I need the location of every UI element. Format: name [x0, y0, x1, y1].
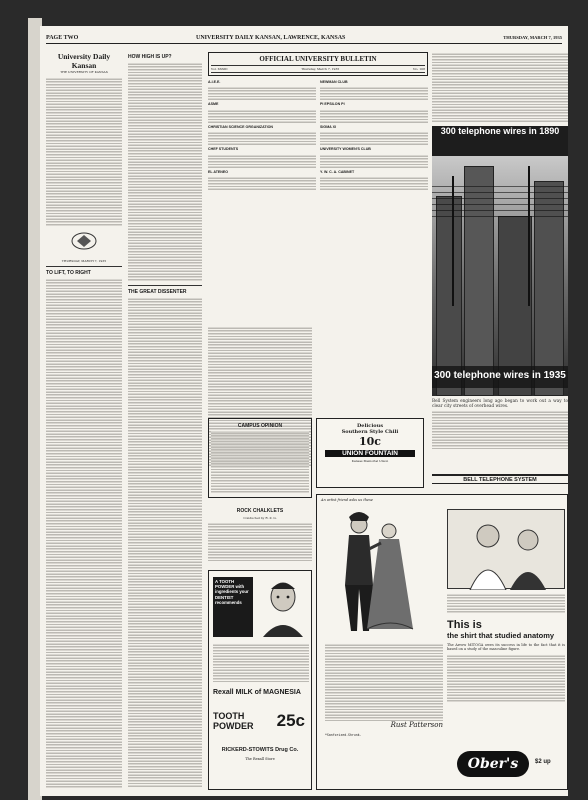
rock-chalklets — [208, 506, 312, 566]
typed-letter — [325, 643, 443, 743]
phone-ad-caption: Bell System engineers long ago began to work out a way to clear city streets of overhead wires. — [432, 398, 568, 408]
tooth-powder-ad — [208, 570, 312, 790]
masthead-title: University Daily Kansan — [57, 52, 111, 70]
newspaper-page — [40, 26, 568, 796]
fountain-line1: Delicious — [356, 423, 384, 429]
page-number: PAGE TWO — [46, 35, 79, 41]
bulletin-notice-heading: NEWMAN CLUB — [320, 80, 348, 84]
bulletin-notice-heading: EL ATENEO — [208, 169, 229, 174]
seal-icon — [46, 231, 122, 255]
arrow-shirt-ad — [316, 494, 568, 790]
obers-price: $2 up — [535, 759, 551, 765]
notices-column-2 — [320, 78, 428, 190]
phone-ad-copy — [432, 398, 568, 470]
bulletin-notice-heading: A.I.E.E. — [208, 80, 221, 84]
bulletin-notice-text — [320, 109, 428, 123]
tooth-store: RICKERD-STOWITS Drug Co. — [221, 747, 299, 753]
bulletin-volume: Vol. XXXIII — [211, 67, 228, 71]
page-header — [46, 32, 562, 44]
bell-telephone-ad — [432, 126, 568, 396]
tooth-brand: Rexall MILK of MAGNESIA — [213, 689, 301, 696]
rock-chalklets-heading: ROCK CHALKLETS — [236, 508, 284, 514]
fountain-price: 10c — [358, 435, 381, 448]
tooth-product-1: TOOTH — [213, 711, 245, 721]
bulletin-notice-text — [320, 176, 428, 190]
fountain-ad — [316, 418, 424, 488]
bulletin-notice-text — [208, 154, 316, 168]
arrow-headline-2: the shirt that studied anatomy — [447, 631, 555, 640]
arrow-headline-1: This is — [447, 619, 482, 631]
bulletin-notice-heading: CHEF STUDENTS — [208, 147, 239, 152]
bulletin-notices — [208, 78, 428, 190]
dentist-portrait — [259, 577, 307, 637]
fountain-sub: Kansas Memorial Union — [351, 459, 389, 463]
editorial-heading-1: TO LIFT, TO RIGHT — [46, 270, 91, 276]
editorial-text-2 — [128, 62, 202, 282]
bulletin-notice-heading: UNIVERSITY WOMEN'S CLUB — [320, 147, 371, 152]
staff-listing — [46, 77, 122, 227]
editorial-text-3 — [128, 297, 202, 787]
arrow-body: The Arrow MITOGA owes its success in life to the fact that it is based on a study of the masculine figure. — [447, 643, 565, 652]
tooth-store-sub: The Rexall Store — [245, 757, 275, 761]
bulletin-notice-heading: PI EPSILON PI — [320, 102, 345, 107]
bulletin-notice-heading: SIGMA XI — [320, 124, 337, 129]
ad-heading-1890: 300 telephone wires in 1890 — [432, 126, 568, 140]
bulletin-notice-text — [208, 86, 316, 100]
editorial-heading-2: HOW HIGH IS UP? — [128, 54, 172, 60]
bulletin-notice-heading: Y. W. C. A. CABINET — [320, 169, 355, 174]
editorial-heading-3: THE GREAT DISSENTER — [128, 289, 187, 295]
bulletin-notice-heading: CHRISTIAN SCIENCE ORGANIZATION — [208, 124, 274, 129]
bulletin-notice-text — [320, 131, 428, 145]
bulletin-notice-text — [208, 176, 316, 190]
rock-chalklets-byline: Conducted by R. Z. G. — [243, 516, 277, 520]
shirt-portrait — [447, 509, 565, 589]
tooth-price: 25c — [276, 711, 305, 730]
bell-system-label: BELL TELEPHONE SYSTEM — [463, 477, 537, 483]
city-street-drawing — [432, 156, 568, 396]
campus-opinion-box — [208, 418, 312, 498]
bulletin-issue: No. 108 — [412, 67, 425, 71]
official-bulletin — [208, 52, 428, 322]
masthead-column — [46, 52, 122, 792]
paper-name: UNIVERSITY DAILY KANSAN, LAWRENCE, KANSAS — [196, 35, 346, 41]
bulletin-date: Thursday, March 7, 1935 — [301, 67, 340, 71]
fountain-line2: Southern Style Chili — [341, 429, 399, 435]
tooth-ad-headline: A TOOTH POWDER with ingredients your DENTIST recommends — [213, 577, 253, 637]
issue-date: THURSDAY, MARCH 7, 1935 — [503, 35, 562, 40]
arrow-ad-tagline: An artist friend asks us these — [321, 498, 373, 502]
campus-opinion-heading: CAMPUS OPINION — [237, 423, 283, 429]
bulletin-notice-heading: ASME — [208, 102, 219, 107]
masthead-subtitle: THE UNIVERSITY OF KANSAS — [60, 70, 108, 74]
dancing-couple-illustration — [323, 509, 427, 639]
bulletin-notice-text — [208, 109, 316, 123]
obers-logo: Ober's — [457, 751, 529, 777]
letter-footnote: *Sanforized-Shrunk. — [325, 733, 362, 737]
masthead-date: THURSDAY, MARCH 7, 1935 — [61, 259, 107, 263]
bulletin-notice-text — [320, 154, 428, 168]
bulletin-title: OFFICIAL UNIVERSITY BULLETIN — [259, 55, 377, 63]
letter-column — [432, 52, 568, 122]
notices-column-1 — [208, 78, 316, 190]
ad-heading-1935: 300 telephone wires in 1935 — [432, 366, 568, 388]
letter-signature: Rust Patterson — [390, 721, 443, 729]
editorial-text-1 — [46, 278, 122, 788]
fountain-name: UNION FOUNTAIN — [325, 450, 415, 457]
editorial-column — [128, 52, 202, 792]
bell-system-banner — [432, 474, 568, 484]
bulletin-notice-text — [320, 86, 428, 100]
bulletin-notice-text — [208, 131, 316, 145]
tooth-product-2: POWDER — [213, 721, 254, 731]
